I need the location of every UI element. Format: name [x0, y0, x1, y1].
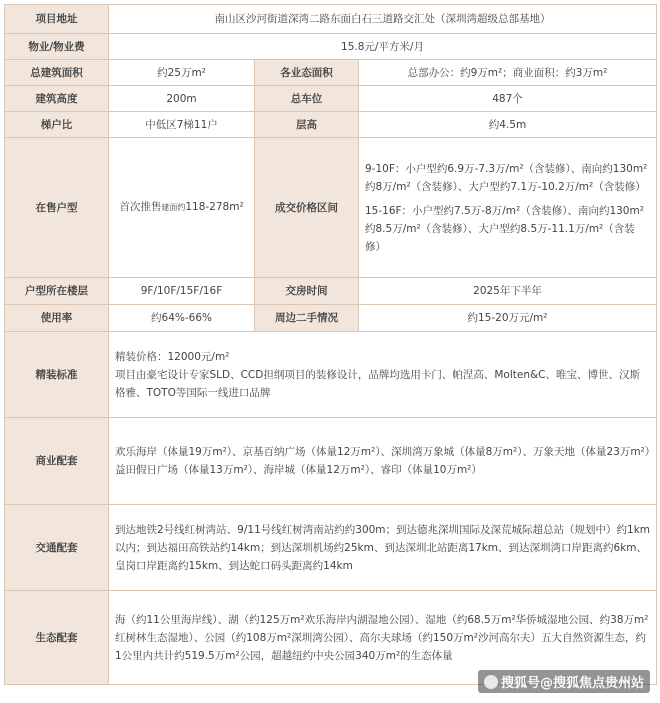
format-area-value: 总部办公：约9万m²；商业面积：约3万m² [359, 60, 657, 86]
ecology-value: 海（约11公里海岸线）、湖（约125万m²欢乐海岸内湖湿地公园）、湿地（约68.5万m²华侨城湿地公园、约38万m²红树林生态湿地）、公园（约108万m²深圳湾公园）、高尔夫球场（约150万m²沙河高尔夫）五大自然资源生态，约1公里内共计约519.5万m²公园，超越纽约中央公园340万m²的生态体量 [109, 591, 657, 685]
row-fee [5, 34, 657, 60]
units-small-note: 建面约 [161, 203, 186, 212]
price-range-label: 成交价格区间 [255, 138, 359, 278]
unit-floors-value: 9F/10F/15F/16F [109, 278, 255, 305]
commerce-label: 商业配套 [5, 418, 109, 505]
finish-brands: 项目由豪宅设计专家SLD、CCD担纲项目的装修设计，品牌均选用卡门、帕涅高、Molten&C、唯宝、博世、汉斯格雅、TOTO等国际一线进口品牌 [115, 368, 640, 399]
row-area [5, 60, 657, 86]
row-commerce [5, 418, 657, 505]
finish-value [109, 332, 657, 418]
row-address [5, 5, 657, 34]
sohu-logo-icon [484, 675, 498, 689]
row-units [5, 138, 657, 278]
units-prefix: 首次推售 [119, 201, 162, 213]
transport-value: 到达地铁2号线红树湾站、9/11号线红树湾南站约约300m；到达德兆深圳国际及深荒城际超总站（规划中）约1km以内；到达福田高铁站约14km；到达深圳机场约25km、到达深圳北站距离17km、到达深圳湾口岸距离约6km、皇岗口岸距离约15km、到达蛇口码头距离约14km [109, 505, 657, 591]
watermark [478, 670, 650, 693]
row-height [5, 86, 657, 112]
unit-floors-label: 户型所在楼层 [5, 278, 109, 305]
format-area-label: 各业态面积 [255, 60, 359, 86]
total-area-value: 约25万m² [109, 60, 255, 86]
resale-label: 周边二手情况 [255, 305, 359, 332]
project-spec-table [4, 4, 657, 685]
fee-value: 15.8元/平方米/月 [109, 34, 657, 60]
height-value: 200m [109, 86, 255, 112]
row-finish [5, 332, 657, 418]
units-value [109, 138, 255, 278]
units-label: 在售户型 [5, 138, 109, 278]
elevator-ratio-value: 中低区7梯11户 [109, 112, 255, 138]
total-area-label: 总建筑面积 [5, 60, 109, 86]
commerce-value: 欢乐海岸（体量19万m²）、京基百纳广场（体量12万m²）、深圳湾万象城（体量8万m²）、万象天地（体量23万m²）益田假日广场（体量13万m²）、海岸城（体量12万m²）、睿印（体量10万m²） [109, 418, 657, 505]
units-range: 118-278m² [185, 201, 244, 213]
row-floors [5, 278, 657, 305]
resale-value: 约15-20万元/m² [359, 305, 657, 332]
row-ratio [5, 112, 657, 138]
parking-label: 总车位 [255, 86, 359, 112]
transport-label: 交通配套 [5, 505, 109, 591]
price-range-high-floors: 15-16F：小户型约7.5万-8万/m²（含装修）、南向约130m²约8.5万/m²（含装修）、大户型约8.5万-11.1万/m²（含装修） [365, 204, 644, 253]
floor-height-value: 约4.5m [359, 112, 657, 138]
finish-label: 精装标准 [5, 332, 109, 418]
watermark-text: 搜狐号@搜狐焦点贵州站 [500, 676, 644, 691]
finish-price: 精装价格：12000元/m² [115, 350, 230, 363]
floor-height-label: 层高 [255, 112, 359, 138]
row-transport [5, 505, 657, 591]
height-label: 建筑高度 [5, 86, 109, 112]
address-value: 南山区沙河街道深湾二路东面白石三道路交汇处（深圳湾超级总部基地） [109, 5, 657, 34]
delivery-value: 2025年下半年 [359, 278, 657, 305]
delivery-label: 交房时间 [255, 278, 359, 305]
elevator-ratio-label: 梯户比 [5, 112, 109, 138]
usage-value: 约64%-66% [109, 305, 255, 332]
row-usage [5, 305, 657, 332]
fee-label: 物业/物业费 [5, 34, 109, 60]
address-label: 项目地址 [5, 5, 109, 34]
ecology-label: 生态配套 [5, 591, 109, 685]
usage-label: 使用率 [5, 305, 109, 332]
price-range-value [359, 138, 657, 278]
parking-value: 487个 [359, 86, 657, 112]
price-range-low-floors: 9-10F：小户型约6.9万-7.3万/m²（含装修）、南向约130m²约8万/m²（含装修）、大户型约7.1万-10.2万/m²（含装修） [365, 162, 648, 193]
